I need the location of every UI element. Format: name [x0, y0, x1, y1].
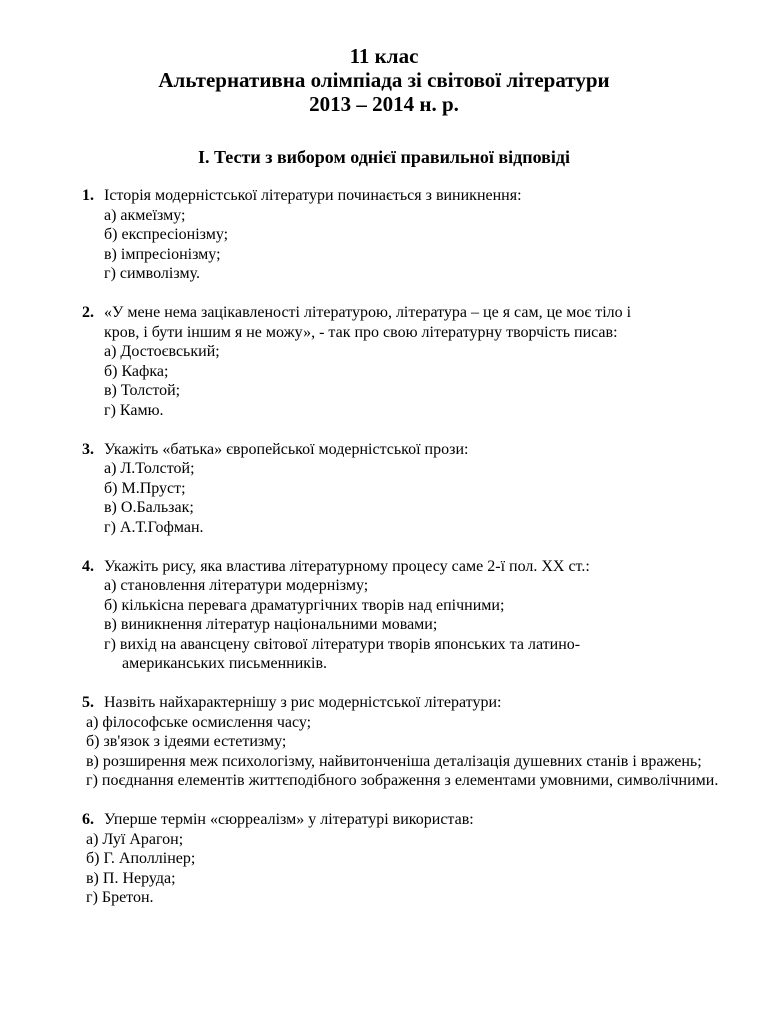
answer-option-b: б) Кафка; — [104, 362, 169, 380]
question-text: Укажіть «батька» європейської модерністської прози: — [104, 440, 469, 458]
answer-option-c: в) Толстой; — [104, 382, 181, 399]
answer-option-b: б) кількісна перевага драматургічних творів над епічними; — [104, 596, 505, 614]
answer-options — [86, 830, 722, 908]
question-4 — [82, 557, 722, 674]
answer-option-c: в) розширення меж психологізму, найвитонченіша деталізація душевних станів і вражень; — [86, 752, 702, 770]
answer-option-d: г) символізму. — [104, 265, 200, 282]
answer-option-d: г) Бретон. — [86, 889, 154, 906]
answer-option-a: а) Достоєвський; — [104, 343, 220, 360]
answer-option-b: б) М.Пруст; — [104, 479, 186, 497]
question-number: 3. — [82, 440, 94, 458]
answer-option-d: г) Камю. — [104, 401, 164, 419]
answer-option-d: г) А.Т.Гофман. — [104, 518, 204, 536]
document-header — [0, 44, 768, 116]
question-text-line-1: «У мене нема зацікавленості літературою, література – це я сам, це моє тіло і — [104, 304, 632, 321]
section-title: І. Тести з вибором однієї правильної відповіді — [197, 147, 571, 167]
question-number: 4. — [82, 557, 94, 575]
questions-list — [82, 186, 722, 927]
answer-option-c: в) О.Бальзак; — [104, 499, 194, 516]
grade-label: 11 клас — [349, 44, 419, 68]
answer-option-b: б) експресіонізму; — [104, 226, 229, 243]
answer-option-a: а) становлення літератури модернізму; — [104, 577, 369, 594]
answer-option-b: б) зв'язок з ідеями естетизму; — [86, 733, 287, 750]
answer-option-a: а) Луї Арагон; — [86, 830, 184, 848]
answer-option-a: а) філософське осмислення часу; — [86, 713, 312, 731]
question-1 — [82, 186, 722, 284]
question-text: Історія модерністської літератури починається з виникнення: — [104, 187, 522, 204]
question-number: 1. — [82, 187, 94, 204]
answer-option-a: а) Л.Толстой; — [104, 460, 195, 477]
academic-year: 2013 – 2014 н. р. — [309, 92, 459, 116]
question-3 — [82, 440, 722, 538]
question-6 — [82, 810, 722, 908]
question-number: 5. — [82, 694, 94, 711]
question-text: Укажіть рису, яка властива літературному процесу саме 2-ї пол. ХХ ст.: — [104, 557, 590, 575]
answer-option-c: в) виникнення літератур національними мовами; — [104, 616, 438, 633]
question-2 — [82, 303, 722, 420]
answer-option-d: г) поєднання елементів життєподібного зображення з елементами умовними, символічними. — [86, 772, 719, 789]
answer-option-a: а) акмеїзму; — [104, 206, 186, 224]
document-title: Альтернативна олімпіада зі світової літератури — [158, 68, 610, 92]
answer-options — [86, 713, 726, 791]
question-text-line-2: кров, і бути іншим я не можу», - так про свою літературну творчість писав: — [104, 323, 618, 341]
answer-option-c: в) імпресіонізму; — [104, 245, 221, 263]
answer-option-d: г) вихід на авансцену світової літератури творів японських та латино- — [104, 635, 581, 653]
question-number: 2. — [82, 304, 94, 321]
answer-option-d-continued: американських письменників. — [122, 655, 328, 672]
answer-option-b: б) Г. Аполлінер; — [86, 850, 196, 867]
answer-option-c: в) П. Неруда; — [86, 869, 176, 887]
question-text: Уперше термін «сюрреалізм» у літературі використав: — [104, 811, 474, 828]
question-number: 6. — [82, 811, 94, 828]
question-text: Назвіть найхарактернішу з рис модерністської літератури: — [104, 694, 502, 711]
question-5 — [82, 693, 722, 791]
